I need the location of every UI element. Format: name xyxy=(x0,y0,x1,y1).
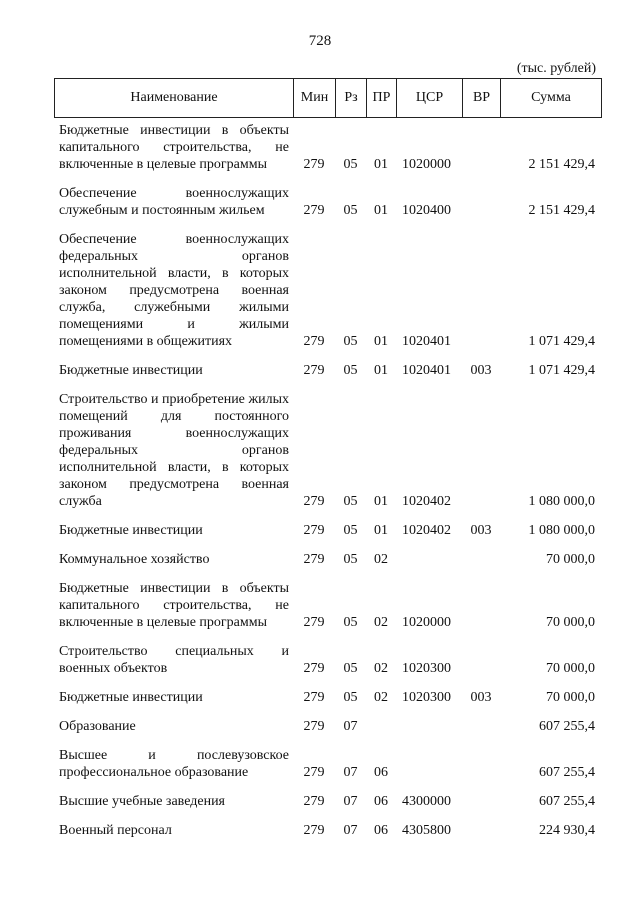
cell-name: Бюджетные инвестиции xyxy=(59,523,203,538)
cell-min: 279 xyxy=(303,334,325,349)
cell-rz: 05 xyxy=(343,203,358,218)
header-sum: Сумма xyxy=(501,79,602,118)
cell-vr xyxy=(462,122,500,185)
cell-csr: 1020402 xyxy=(402,494,451,509)
cell-csr xyxy=(396,747,462,793)
page-number: 728 xyxy=(308,33,332,49)
cell-sum: 70 000,0 xyxy=(546,661,595,676)
cell-vr xyxy=(462,580,500,643)
table-row xyxy=(54,643,601,689)
cell-sum: 607 255,4 xyxy=(539,794,595,809)
cell-sum: 1 080 000,0 xyxy=(528,494,595,509)
cell-rz: 05 xyxy=(343,157,358,172)
cell-rz: 05 xyxy=(343,661,358,676)
cell-vr xyxy=(462,822,500,851)
cell-vr: 003 xyxy=(470,523,492,538)
table-row xyxy=(54,747,601,793)
cell-pr: 01 xyxy=(374,523,388,538)
cell-pr: 02 xyxy=(374,615,388,630)
cell-name: Бюджетные инвестиции xyxy=(59,363,203,378)
cell-csr: 1020300 xyxy=(402,690,451,705)
cell-rz: 05 xyxy=(343,690,358,705)
cell-rz: 05 xyxy=(343,363,358,378)
header-pr: ПР xyxy=(367,79,397,118)
cell-csr: 1020300 xyxy=(402,661,451,676)
table-row xyxy=(54,689,601,718)
cell-min: 279 xyxy=(303,494,325,509)
cell-name: Военный персонал xyxy=(59,823,172,838)
cell-sum: 70 000,0 xyxy=(546,615,595,630)
cell-csr: 1020401 xyxy=(402,363,451,378)
cell-pr: 02 xyxy=(374,661,388,676)
cell-min: 279 xyxy=(303,690,325,705)
cell-name: Высшие учебные заведения xyxy=(59,794,225,809)
cell-sum: 1 071 429,4 xyxy=(528,363,595,378)
cell-sum: 70 000,0 xyxy=(546,690,595,705)
cell-name: Бюджетные инвестиции в объекты капитального строительства, не включенные в целевые программы xyxy=(59,123,289,172)
cell-name: Бюджетные инвестиции в объекты капитального строительства, не включенные в целевые программы xyxy=(59,581,289,630)
cell-csr: 1020402 xyxy=(402,523,451,538)
cell-min: 279 xyxy=(303,157,325,172)
cell-csr xyxy=(396,551,462,580)
cell-min: 279 xyxy=(303,823,325,838)
cell-pr: 02 xyxy=(374,690,388,705)
cell-vr: 003 xyxy=(470,690,492,705)
cell-sum: 1 071 429,4 xyxy=(528,334,595,349)
cell-vr xyxy=(462,551,500,580)
table-row xyxy=(54,522,601,551)
cell-rz: 05 xyxy=(343,523,358,538)
cell-csr: 1020400 xyxy=(402,203,451,218)
cell-rz: 07 xyxy=(343,719,358,734)
cell-pr: 06 xyxy=(374,823,388,838)
cell-rz: 07 xyxy=(343,765,358,780)
cell-pr: 02 xyxy=(374,552,388,567)
cell-min: 279 xyxy=(303,719,325,734)
cell-pr: 01 xyxy=(374,157,388,172)
table-row xyxy=(54,822,601,851)
table-row xyxy=(54,185,601,231)
table-row xyxy=(54,362,601,391)
units-label: (тыс. рублей) xyxy=(516,61,596,76)
cell-vr: 003 xyxy=(470,363,492,378)
cell-vr xyxy=(462,747,500,793)
header-rz: Рз xyxy=(336,79,367,118)
cell-csr: 1020000 xyxy=(402,615,451,630)
cell-pr: 01 xyxy=(374,334,388,349)
cell-min: 279 xyxy=(303,203,325,218)
cell-rz: 05 xyxy=(343,552,358,567)
cell-name: Строительство специальных и военных объектов xyxy=(59,644,289,676)
cell-min: 279 xyxy=(303,615,325,630)
cell-pr xyxy=(366,718,396,747)
cell-name: Обеспечение военнослужащих федеральных органов исполнительной власти, в которых законом предусмотрена военная служба, служебными жилыми помещениями и жилыми помещениями в общежитиях xyxy=(59,232,289,349)
table-row xyxy=(54,793,601,822)
cell-sum: 607 255,4 xyxy=(539,765,595,780)
cell-name: Строительство и приобретение жилых помещений для постоянного проживания военнослужащих федеральных органов исполнительной власти, в которых законом предусмотрена военная служба xyxy=(59,392,289,509)
cell-name: Обеспечение военнослужащих служебным и постоянным жильем xyxy=(59,186,289,218)
cell-min: 279 xyxy=(303,552,325,567)
cell-rz: 05 xyxy=(343,494,358,509)
cell-vr xyxy=(462,231,500,362)
cell-csr xyxy=(396,718,462,747)
cell-pr: 06 xyxy=(374,765,388,780)
cell-rz: 05 xyxy=(343,334,358,349)
cell-min: 279 xyxy=(303,523,325,538)
cell-name: Высшее и послевузовское профессиональное образование xyxy=(59,748,289,780)
cell-pr: 01 xyxy=(374,494,388,509)
cell-min: 279 xyxy=(303,794,325,809)
cell-sum: 224 930,4 xyxy=(539,823,595,838)
cell-min: 279 xyxy=(303,765,325,780)
table-row xyxy=(54,231,601,362)
cell-sum: 2 151 429,4 xyxy=(528,203,595,218)
cell-vr xyxy=(462,185,500,231)
table-header xyxy=(54,78,602,118)
header-vr: ВР xyxy=(463,79,501,118)
budget-table xyxy=(54,122,601,851)
cell-min: 279 xyxy=(303,363,325,378)
cell-csr: 4300000 xyxy=(402,794,451,809)
header-min: Мин xyxy=(294,79,336,118)
cell-sum: 2 151 429,4 xyxy=(528,157,595,172)
table-row xyxy=(54,718,601,747)
cell-pr: 01 xyxy=(374,363,388,378)
cell-vr xyxy=(462,643,500,689)
cell-name: Бюджетные инвестиции xyxy=(59,690,203,705)
cell-name: Коммунальное хозяйство xyxy=(59,552,210,567)
cell-csr: 1020000 xyxy=(402,157,451,172)
table-row xyxy=(54,122,601,185)
cell-csr: 1020401 xyxy=(402,334,451,349)
table-row xyxy=(54,580,601,643)
cell-vr xyxy=(462,793,500,822)
cell-rz: 05 xyxy=(343,615,358,630)
cell-rz: 07 xyxy=(343,823,358,838)
cell-pr: 06 xyxy=(374,794,388,809)
cell-sum: 1 080 000,0 xyxy=(528,523,595,538)
cell-rz: 07 xyxy=(343,794,358,809)
cell-vr xyxy=(462,391,500,522)
cell-min: 279 xyxy=(303,661,325,676)
cell-vr xyxy=(462,718,500,747)
cell-pr: 01 xyxy=(374,203,388,218)
table-row xyxy=(54,391,601,522)
header-csr: ЦСР xyxy=(397,79,463,118)
cell-sum: 70 000,0 xyxy=(546,552,595,567)
cell-name: Образование xyxy=(59,719,136,734)
cell-sum: 607 255,4 xyxy=(539,719,595,734)
cell-csr: 4305800 xyxy=(402,823,451,838)
header-name: Наименование xyxy=(55,79,294,118)
table-row xyxy=(54,551,601,580)
